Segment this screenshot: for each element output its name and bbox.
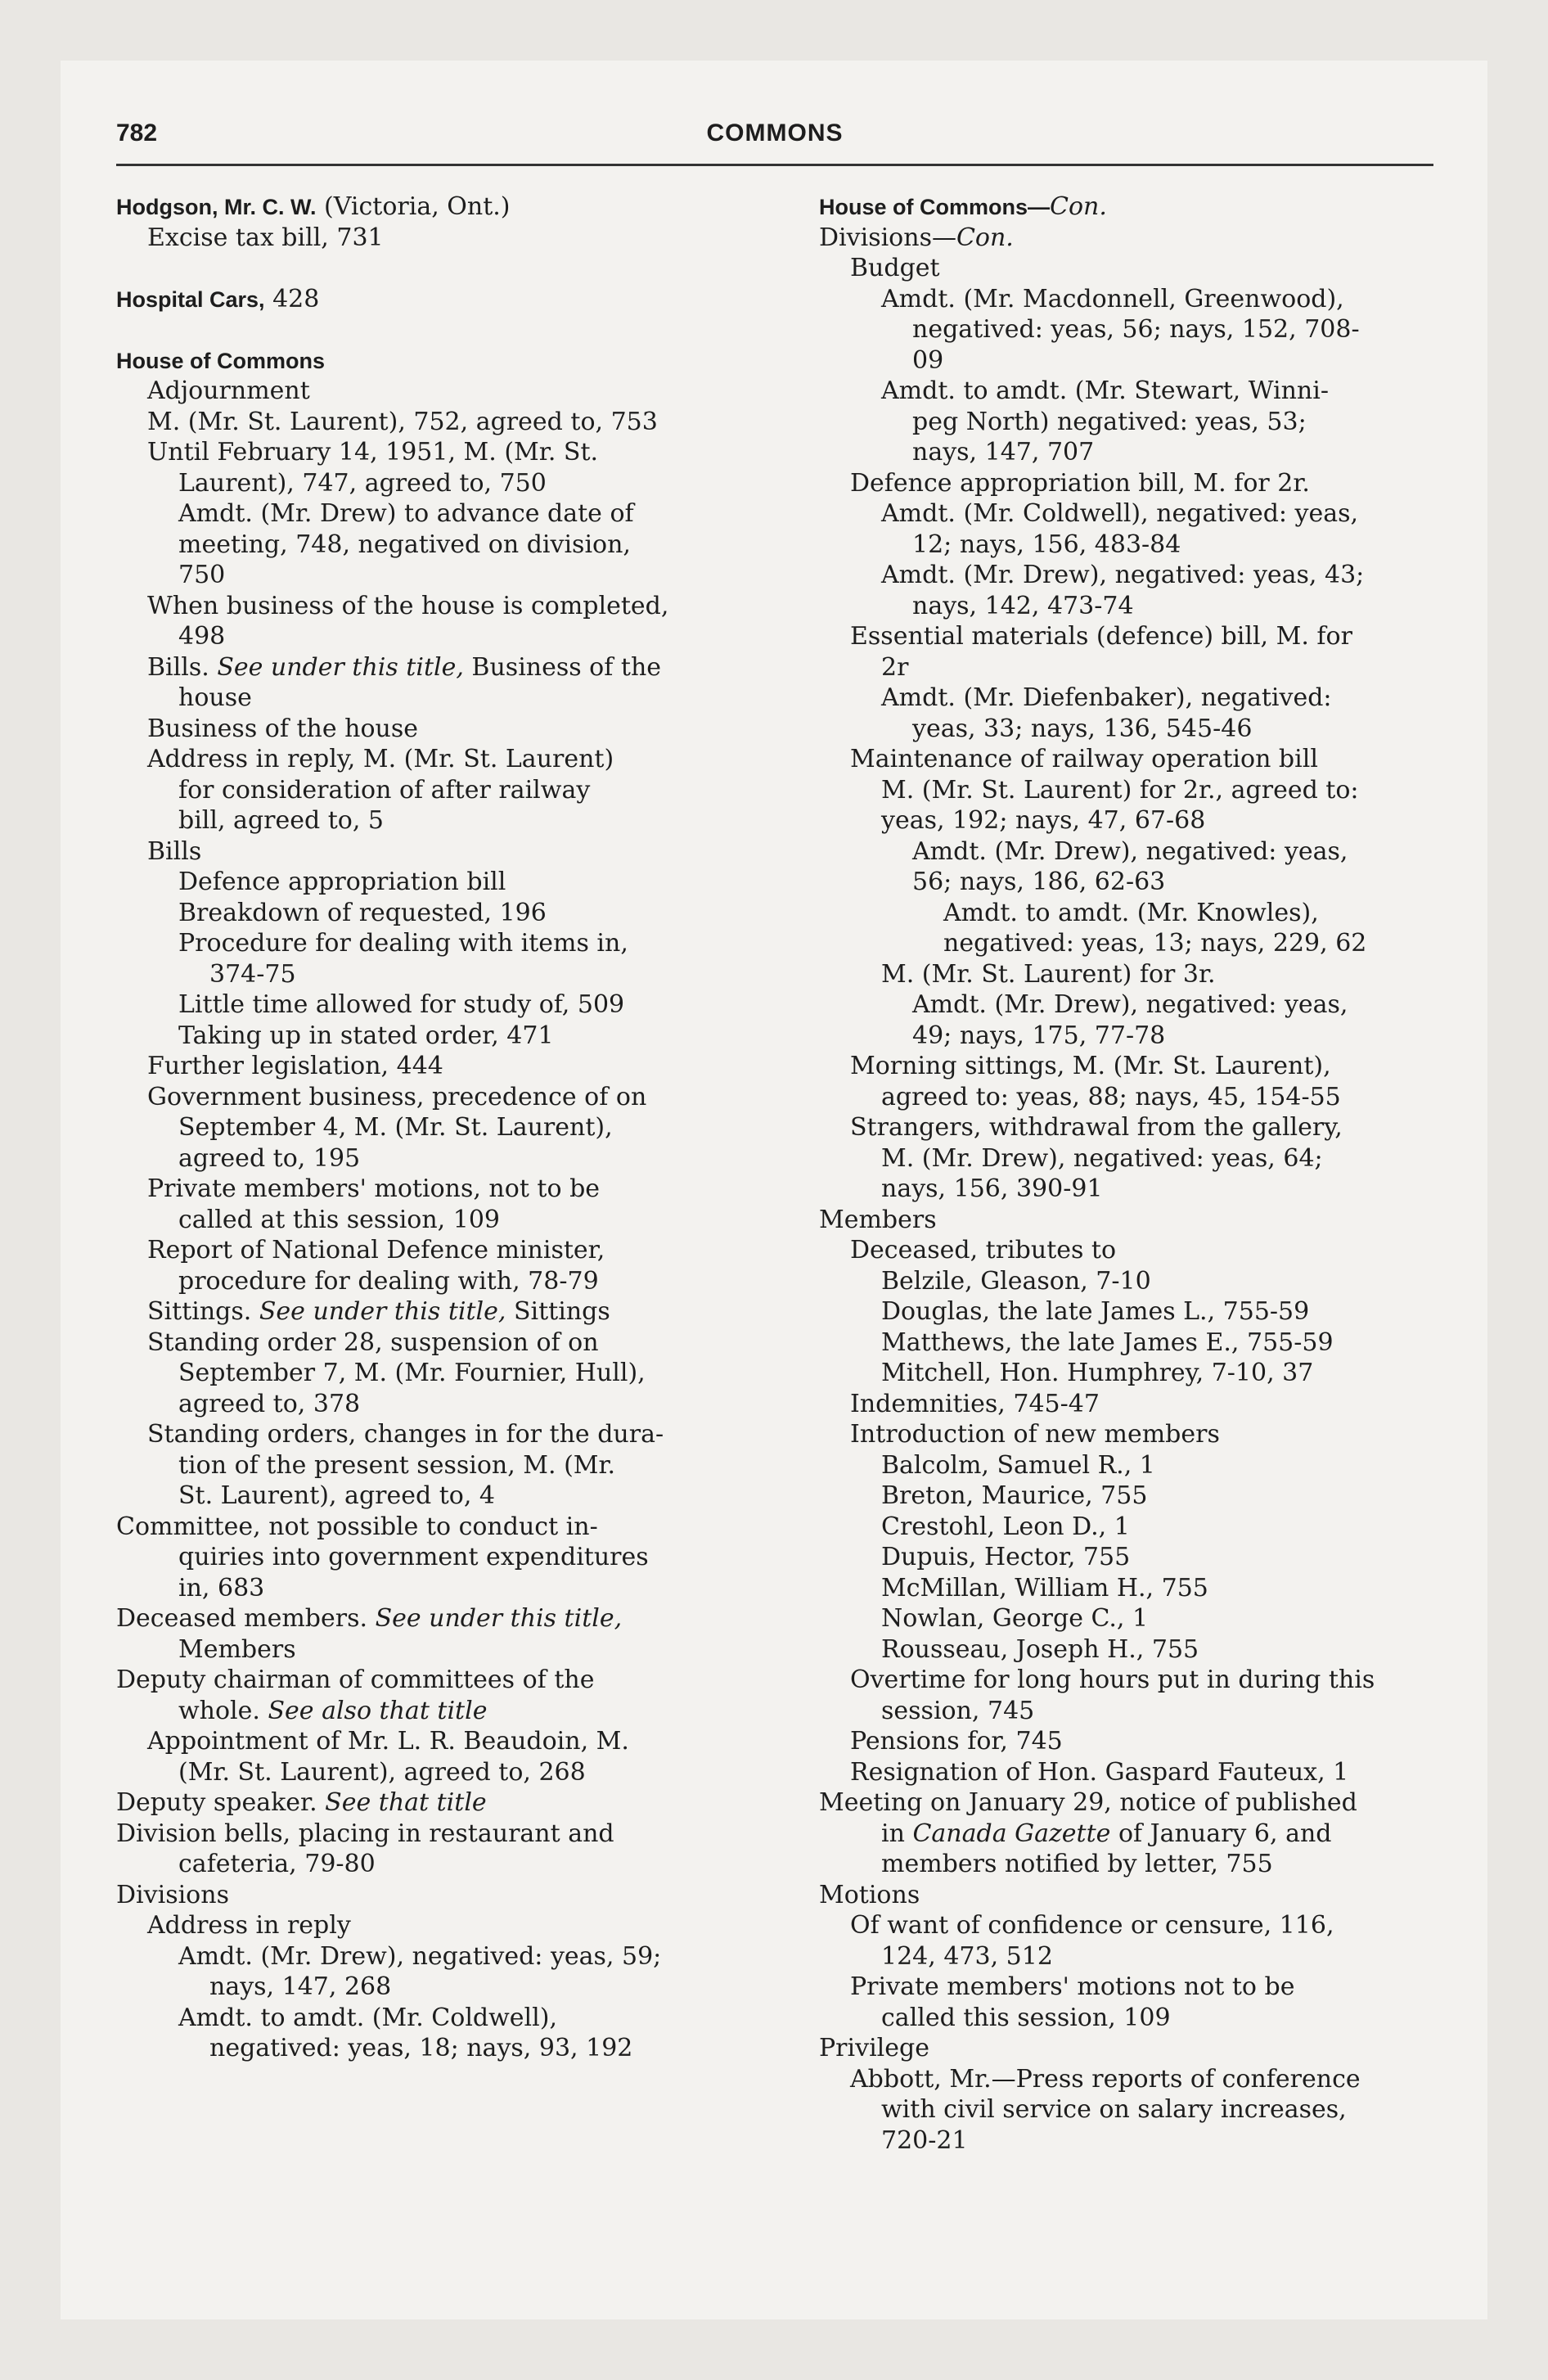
entry-text: Resignation of Hon. Gaspard Fauteux, 1 — [850, 1757, 1349, 1787]
index-entry-line — [116, 898, 787, 929]
index-entry-line — [819, 1573, 1433, 1604]
entry-text: peg North) negatived: yeas, 53; — [912, 407, 1307, 436]
entry-text: called at this session, 109 — [178, 1205, 501, 1234]
entry-text: Privilege — [819, 2034, 929, 2062]
entry-text: Committee, not possible to conduct in- — [116, 1512, 598, 1541]
entry-text: Motions — [819, 1880, 920, 1909]
index-entry-line — [116, 1880, 787, 1911]
index-entry-line — [116, 1787, 787, 1819]
index-entry-line — [819, 1082, 1433, 1113]
index-entry-line — [116, 1358, 787, 1389]
entry-text: Deceased members. — [116, 1604, 376, 1633]
entry-text: M. (Mr. St. Laurent) for 2r., agreed to: — [881, 775, 1359, 805]
entry-text: bill, agreed to, 5 — [178, 806, 385, 835]
index-heading: House of Commons — [819, 195, 1028, 219]
entry-text: Divisions — [116, 1880, 229, 1909]
index-entry-line — [819, 744, 1433, 775]
index-entry-line — [819, 1726, 1433, 1757]
index-entry-line — [819, 2064, 1433, 2095]
entry-text: Of want of confidence or censure, 116, — [850, 1911, 1334, 1940]
index-entry-line — [819, 468, 1433, 499]
entry-italic: See under this title, — [217, 652, 464, 682]
index-column-left — [116, 192, 787, 2064]
running-head: COMMONS — [706, 119, 844, 146]
index-entry-line — [116, 1757, 787, 1788]
entry-text: negatived: yeas, 13; nays, 229, 62 — [943, 929, 1367, 958]
entry-text: Amdt. (Mr. Drew) to advance date of — [178, 499, 634, 528]
entry-text: Division bells, placing in restaurant and — [116, 1819, 614, 1848]
index-entry-line — [116, 928, 787, 959]
entry-text: 56; nays, 186, 62-63 — [912, 868, 1166, 896]
entry-text: Amdt. to amdt. (Mr. Stewart, Winni- — [881, 376, 1329, 405]
page-number: 782 — [116, 119, 158, 146]
entry-text: Members — [819, 1205, 937, 1234]
index-entry-line — [116, 192, 787, 223]
entry-suffix: Business of the — [463, 652, 662, 682]
entry-text: Deputy chairman of committees of the — [116, 1666, 595, 1694]
index-entry-line — [819, 1787, 1433, 1819]
entry-text: 720-21 — [881, 2125, 968, 2155]
index-entry-line — [819, 1757, 1433, 1788]
entry-text: negatived: yeas, 18; nays, 93, 192 — [209, 2034, 633, 2062]
index-entry-line — [819, 1419, 1433, 1450]
entry-text: Little time allowed for study of, 509 — [178, 990, 625, 1019]
entry-suffix: Sittings — [506, 1297, 610, 1326]
entry-text: with civil service on salary increases, — [881, 2095, 1347, 2124]
index-entry-line — [819, 1849, 1433, 1880]
entry-text: Amdt. (Mr. Macdonnell, Greenwood), — [881, 284, 1344, 313]
index-entry-line — [116, 1542, 787, 1573]
index-entry-line — [819, 2033, 1433, 2064]
index-entry-line — [819, 1696, 1433, 1727]
entry-text: cafeteria, 79-80 — [178, 1850, 376, 1878]
entry-text: Matthews, the late James E., 755-59 — [881, 1327, 1334, 1357]
entry-text: nays, 142, 473-74 — [912, 591, 1134, 620]
index-entry-line — [819, 1972, 1433, 2003]
entry-italic: See that title — [325, 1788, 487, 1817]
entry-text: Morning sittings, M. (Mr. St. Laurent), — [850, 1052, 1331, 1080]
entry-text: session, 745 — [881, 1696, 1035, 1725]
entry-text: Appointment of Mr. L. R. Beaudoin, M. — [147, 1727, 629, 1756]
entry-text: (Mr. St. Laurent), agreed to, 268 — [178, 1757, 586, 1787]
index-entry-line — [819, 1174, 1433, 1205]
index-entry-line — [116, 1389, 787, 1420]
index-entry-line — [819, 1051, 1433, 1082]
index-entry-line — [116, 744, 787, 775]
index-entry-line — [819, 2003, 1433, 2034]
index-entry-line — [116, 836, 787, 868]
index-entry-line — [116, 1450, 787, 1481]
index-heading: Hospital Cars, — [116, 286, 265, 312]
index-heading: Hodgson, Mr. C. W. — [116, 195, 317, 219]
entry-text: Nowlan, George C., 1 — [881, 1604, 1149, 1633]
index-entry-line — [819, 345, 1433, 376]
entry-text: nays, 147, 268 — [209, 1972, 392, 2001]
entry-text: Deceased, tributes to — [850, 1236, 1117, 1264]
entry-text: M. (Mr. St. Laurent) for 3r. — [881, 959, 1216, 989]
entry-italic: Con. — [956, 223, 1014, 252]
index-entry-line — [819, 989, 1433, 1021]
index-entry-line — [116, 1603, 787, 1634]
index-entry-line — [116, 714, 787, 745]
entry-text: Government business, precedence of on — [147, 1082, 647, 1111]
index-entry-line — [819, 1266, 1433, 1297]
entry-text: Amdt. (Mr. Drew), negatived: yeas, 59; — [178, 1941, 662, 1971]
index-entry-line — [819, 1021, 1433, 1052]
entry-text: Introduction of new members — [850, 1420, 1220, 1449]
entry-text: Mitchell, Hon. Humphrey, 7-10, 37 — [881, 1359, 1314, 1387]
entry-text: members notified by letter, 755 — [881, 1850, 1273, 1878]
entry-text: Standing order 28, suspension of on — [147, 1327, 599, 1357]
entry-text: Further legislation, 444 — [147, 1052, 443, 1080]
entry-text: Deputy speaker. — [116, 1788, 326, 1817]
entry-text: Bills. — [147, 652, 218, 682]
index-entry-line — [819, 2125, 1433, 2157]
index-entry-line — [819, 437, 1433, 468]
entry-text: Balcolm, Samuel R., 1 — [881, 1450, 1155, 1480]
index-entry-line — [819, 1143, 1433, 1174]
entry-text: meeting, 748, negatived on division, — [178, 530, 631, 559]
entry-italic: Canada Gazette — [912, 1819, 1111, 1848]
entry-text: September 7, M. (Mr. Fournier, Hull), — [178, 1359, 646, 1387]
index-entry-line — [116, 959, 787, 990]
index-entry-line — [819, 1296, 1433, 1327]
entry-text: house — [178, 683, 252, 712]
index-entry-line — [116, 1665, 787, 1696]
entry-text: Amdt. to amdt. (Mr. Knowles), — [943, 898, 1319, 927]
index-entry-line — [819, 621, 1433, 652]
index-entry-line — [819, 591, 1433, 622]
index-entry-line — [116, 1205, 787, 1236]
index-entry-line — [819, 407, 1433, 438]
index-entry-line — [116, 2003, 787, 2034]
index-entry-line — [819, 1512, 1433, 1543]
entry-text: nays, 147, 707 — [912, 438, 1095, 467]
index-entry-line — [116, 1512, 787, 1543]
index-entry-line — [819, 1327, 1433, 1359]
entry-text: Address in reply — [147, 1911, 351, 1940]
entry-text: Amdt. (Mr. Diefenbaker), negatived: — [881, 683, 1332, 712]
index-entry-line — [819, 714, 1433, 745]
entry-text: September 4, M. (Mr. St. Laurent), — [178, 1113, 613, 1142]
entry-text: Amdt. (Mr. Drew), negatived: yeas, — [912, 990, 1348, 1019]
index-entry-line — [819, 1910, 1433, 1941]
index-entry-line — [116, 1174, 787, 1205]
entry-text: quiries into government expenditures — [178, 1543, 649, 1571]
entry-text: Amdt. to amdt. (Mr. Coldwell), — [178, 2003, 557, 2032]
index-entry-line — [116, 345, 787, 376]
index-entry-line — [116, 498, 787, 530]
entry-text: 498 — [178, 622, 226, 651]
index-entry-line — [116, 1051, 787, 1082]
index-entry-line — [116, 652, 787, 683]
entry-text: Private members' motions, not to be — [147, 1174, 601, 1203]
index-entry-line — [116, 1910, 787, 1941]
index-entry-line — [116, 1696, 787, 1727]
entry-text: Laurent), 747, agreed to, 750 — [178, 468, 547, 498]
entry-text: M. (Mr. St. Laurent), 752, agreed to, 753 — [147, 407, 658, 436]
index-entry-line — [116, 1726, 787, 1757]
index-entry-line — [116, 775, 787, 806]
entry-text: nays, 156, 390-91 — [881, 1174, 1103, 1203]
entry-italic: See also that title — [268, 1696, 488, 1725]
index-entry-line — [819, 1112, 1433, 1143]
entry-italic: See under this title, — [259, 1297, 506, 1326]
index-entry-line — [819, 1634, 1433, 1666]
index-entry-line — [116, 1972, 787, 2003]
index-entry-line — [819, 1880, 1433, 1911]
index-entry-line — [116, 1266, 787, 1297]
index-entry-line — [819, 192, 1433, 223]
index-entry-line — [819, 1389, 1433, 1420]
index-entry-line — [819, 1665, 1433, 1696]
index-entry-line — [116, 223, 787, 254]
index-entry-line — [116, 2033, 787, 2064]
entry-text: Budget — [850, 254, 940, 282]
entry-text: procedure for dealing with, 78-79 — [178, 1266, 599, 1296]
index-entry-line — [116, 683, 787, 714]
index-entry-line — [819, 775, 1433, 806]
entry-text: Sittings. — [147, 1297, 259, 1326]
entry-text: agreed to, 195 — [178, 1143, 361, 1173]
index-entry-line — [819, 1819, 1433, 1850]
entry-text: yeas, 192; nays, 47, 67-68 — [881, 806, 1206, 835]
index-entry-line — [116, 1021, 787, 1052]
entry-suffix: 428 — [264, 284, 320, 313]
index-entry-line — [819, 284, 1433, 315]
index-entry-line — [116, 1849, 787, 1880]
entry-text: Pensions for, 745 — [850, 1727, 1063, 1756]
index-entry-line — [116, 1941, 787, 1972]
entry-text: Taking up in stated order, 471 — [178, 1021, 554, 1050]
entry-text: Indemnities, 745-47 — [850, 1389, 1100, 1418]
index-entry-line — [819, 1358, 1433, 1389]
index-entry-line — [116, 1112, 787, 1143]
entry-text: Abbott, Mr.—Press reports of conference — [850, 2064, 1361, 2094]
index-entry-line — [116, 1819, 787, 1850]
index-entry-line — [819, 959, 1433, 990]
index-entry-line — [819, 223, 1433, 254]
header-rule — [116, 164, 1433, 166]
entry-text: Amdt. (Mr. Drew), negatived: yeas, 43; — [881, 561, 1365, 589]
index-entry-line — [819, 314, 1433, 345]
entry-text: Essential materials (defence) bill, M. for — [850, 622, 1352, 651]
index-entry-line — [819, 1542, 1433, 1573]
index-entry-line — [116, 560, 787, 591]
entry-text: Overtime for long hours put in during this — [850, 1666, 1375, 1694]
entry-text: St. Laurent), agreed to, 4 — [178, 1481, 496, 1510]
entry-text: Meeting on January 29, notice of published — [819, 1788, 1357, 1817]
index-entry-line — [116, 591, 787, 622]
entry-suffix: (Victoria, Ont.) — [316, 192, 511, 221]
entry-text: agreed to: yeas, 88; nays, 45, 154-55 — [881, 1082, 1341, 1111]
entry-text: Maintenance of railway operation bill — [850, 745, 1318, 773]
entry-text: Douglas, the late James L., 755-59 — [881, 1297, 1310, 1326]
index-entry-line — [116, 1634, 787, 1666]
entry-italic: Con. — [1050, 192, 1107, 221]
index-entry-line — [116, 867, 787, 898]
index-entry-line — [819, 1481, 1433, 1512]
index-entry-line — [819, 253, 1433, 284]
index-entry-line — [116, 989, 787, 1021]
entry-suffix: of January 6, and — [1110, 1819, 1332, 1848]
entry-text: M. (Mr. Drew), negatived: yeas, 64; — [881, 1143, 1323, 1173]
index-entry-line — [116, 376, 787, 407]
entry-gap — [116, 253, 787, 284]
entry-text: negatived: yeas, 56; nays, 152, 708- — [912, 315, 1360, 344]
index-page — [61, 61, 1487, 2319]
entry-text: Standing orders, changes in for the dura- — [147, 1420, 664, 1449]
entry-text: Address in reply, M. (Mr. St. Laurent) — [147, 745, 614, 773]
index-entry-line — [819, 1205, 1433, 1236]
entry-text: 49; nays, 175, 77-78 — [912, 1021, 1166, 1050]
entry-text: Defence appropriation bill, M. for 2r. — [850, 468, 1310, 498]
entry-text: Procedure for dealing with items in, — [178, 929, 628, 958]
index-entry-line — [819, 805, 1433, 836]
index-entry-line — [116, 1296, 787, 1327]
entry-text: in — [881, 1819, 913, 1848]
entry-text: yeas, 33; nays, 136, 545-46 — [912, 714, 1253, 743]
index-entry-line — [116, 1082, 787, 1113]
index-heading: House of Commons — [116, 348, 326, 373]
index-entry-line — [819, 498, 1433, 530]
entry-text: Amdt. (Mr. Drew), negatived: yeas, — [912, 836, 1348, 866]
index-entry-line — [116, 437, 787, 468]
index-entry-line — [819, 652, 1433, 683]
index-entry-line — [819, 530, 1433, 561]
entry-text: Crestohl, Leon D., 1 — [881, 1512, 1130, 1541]
index-entry-line — [116, 407, 787, 438]
entry-text: agreed to, 378 — [178, 1389, 361, 1418]
entry-text: Bills — [147, 836, 202, 866]
entry-text: 124, 473, 512 — [881, 1941, 1053, 1971]
entry-text: Rousseau, Joseph H., 755 — [881, 1634, 1199, 1664]
page-header — [116, 119, 1433, 169]
entry-text: Report of National Defence minister, — [147, 1236, 605, 1264]
entry-text: 12; nays, 156, 483-84 — [912, 530, 1181, 559]
entry-text: 750 — [178, 561, 226, 589]
entry-text: for consideration of after railway — [178, 775, 591, 805]
entry-text: Dupuis, Hector, 755 — [881, 1543, 1131, 1571]
entry-text: Excise tax bill, 731 — [147, 223, 384, 252]
index-entry-line — [819, 683, 1433, 714]
entry-text: Adjournment — [147, 376, 310, 405]
entry-text: in, 683 — [178, 1573, 265, 1602]
index-entry-line — [116, 621, 787, 652]
index-entry-line — [819, 376, 1433, 407]
entry-text: Until February 14, 1951, M. (Mr. St. — [147, 438, 599, 467]
entry-text: tion of the present session, M. (Mr. — [178, 1450, 616, 1480]
index-entry-line — [116, 1481, 787, 1512]
index-entry-line — [819, 1941, 1433, 1972]
index-entry-line — [819, 1450, 1433, 1481]
index-entry-line — [116, 1327, 787, 1359]
entry-text: Amdt. (Mr. Coldwell), negatived: yeas, — [881, 499, 1359, 528]
entry-text: Breton, Maurice, 755 — [881, 1481, 1148, 1510]
index-entry-line — [116, 805, 787, 836]
index-column-right — [819, 192, 1433, 2156]
entry-text: McMillan, William H., 755 — [881, 1573, 1208, 1602]
entry-italic: See under this title, — [375, 1604, 623, 1633]
index-entry-line — [819, 1603, 1433, 1634]
index-entry-line — [819, 1235, 1433, 1266]
index-entry-line — [116, 468, 787, 499]
index-entry-line — [819, 898, 1433, 929]
entry-text: Divisions— — [819, 223, 956, 252]
index-entry-line — [819, 2094, 1433, 2125]
index-entry-line — [116, 284, 787, 315]
entry-text: Private members' motions not to be — [850, 1972, 1295, 2001]
index-entry-line — [116, 530, 787, 561]
index-entry-line — [116, 1143, 787, 1174]
entry-text: Breakdown of requested, 196 — [178, 898, 547, 927]
index-entry-line — [819, 560, 1433, 591]
index-entry-line — [116, 1573, 787, 1604]
entry-text: Members — [178, 1634, 296, 1664]
entry-text: 09 — [912, 345, 944, 375]
entry-text: whole. — [178, 1696, 268, 1725]
index-entry-line — [819, 836, 1433, 868]
entry-text: When business of the house is completed, — [147, 591, 669, 620]
index-entry-line — [116, 1419, 787, 1450]
index-entry-line — [819, 928, 1433, 959]
entry-text: Business of the house — [147, 714, 418, 743]
entry-text: 2r — [881, 652, 909, 682]
entry-text: 374-75 — [209, 959, 296, 989]
index-entry-line — [819, 867, 1433, 898]
index-entry-line — [116, 1235, 787, 1266]
entry-text: Defence appropriation bill — [178, 868, 506, 896]
entry-text: called this session, 109 — [881, 2003, 1171, 2032]
entry-text: Strangers, withdrawal from the gallery, — [850, 1113, 1343, 1142]
entry-text: Belzile, Gleason, 7-10 — [881, 1266, 1151, 1296]
entry-gap — [116, 314, 787, 345]
entry-suffix: — — [1028, 195, 1051, 219]
